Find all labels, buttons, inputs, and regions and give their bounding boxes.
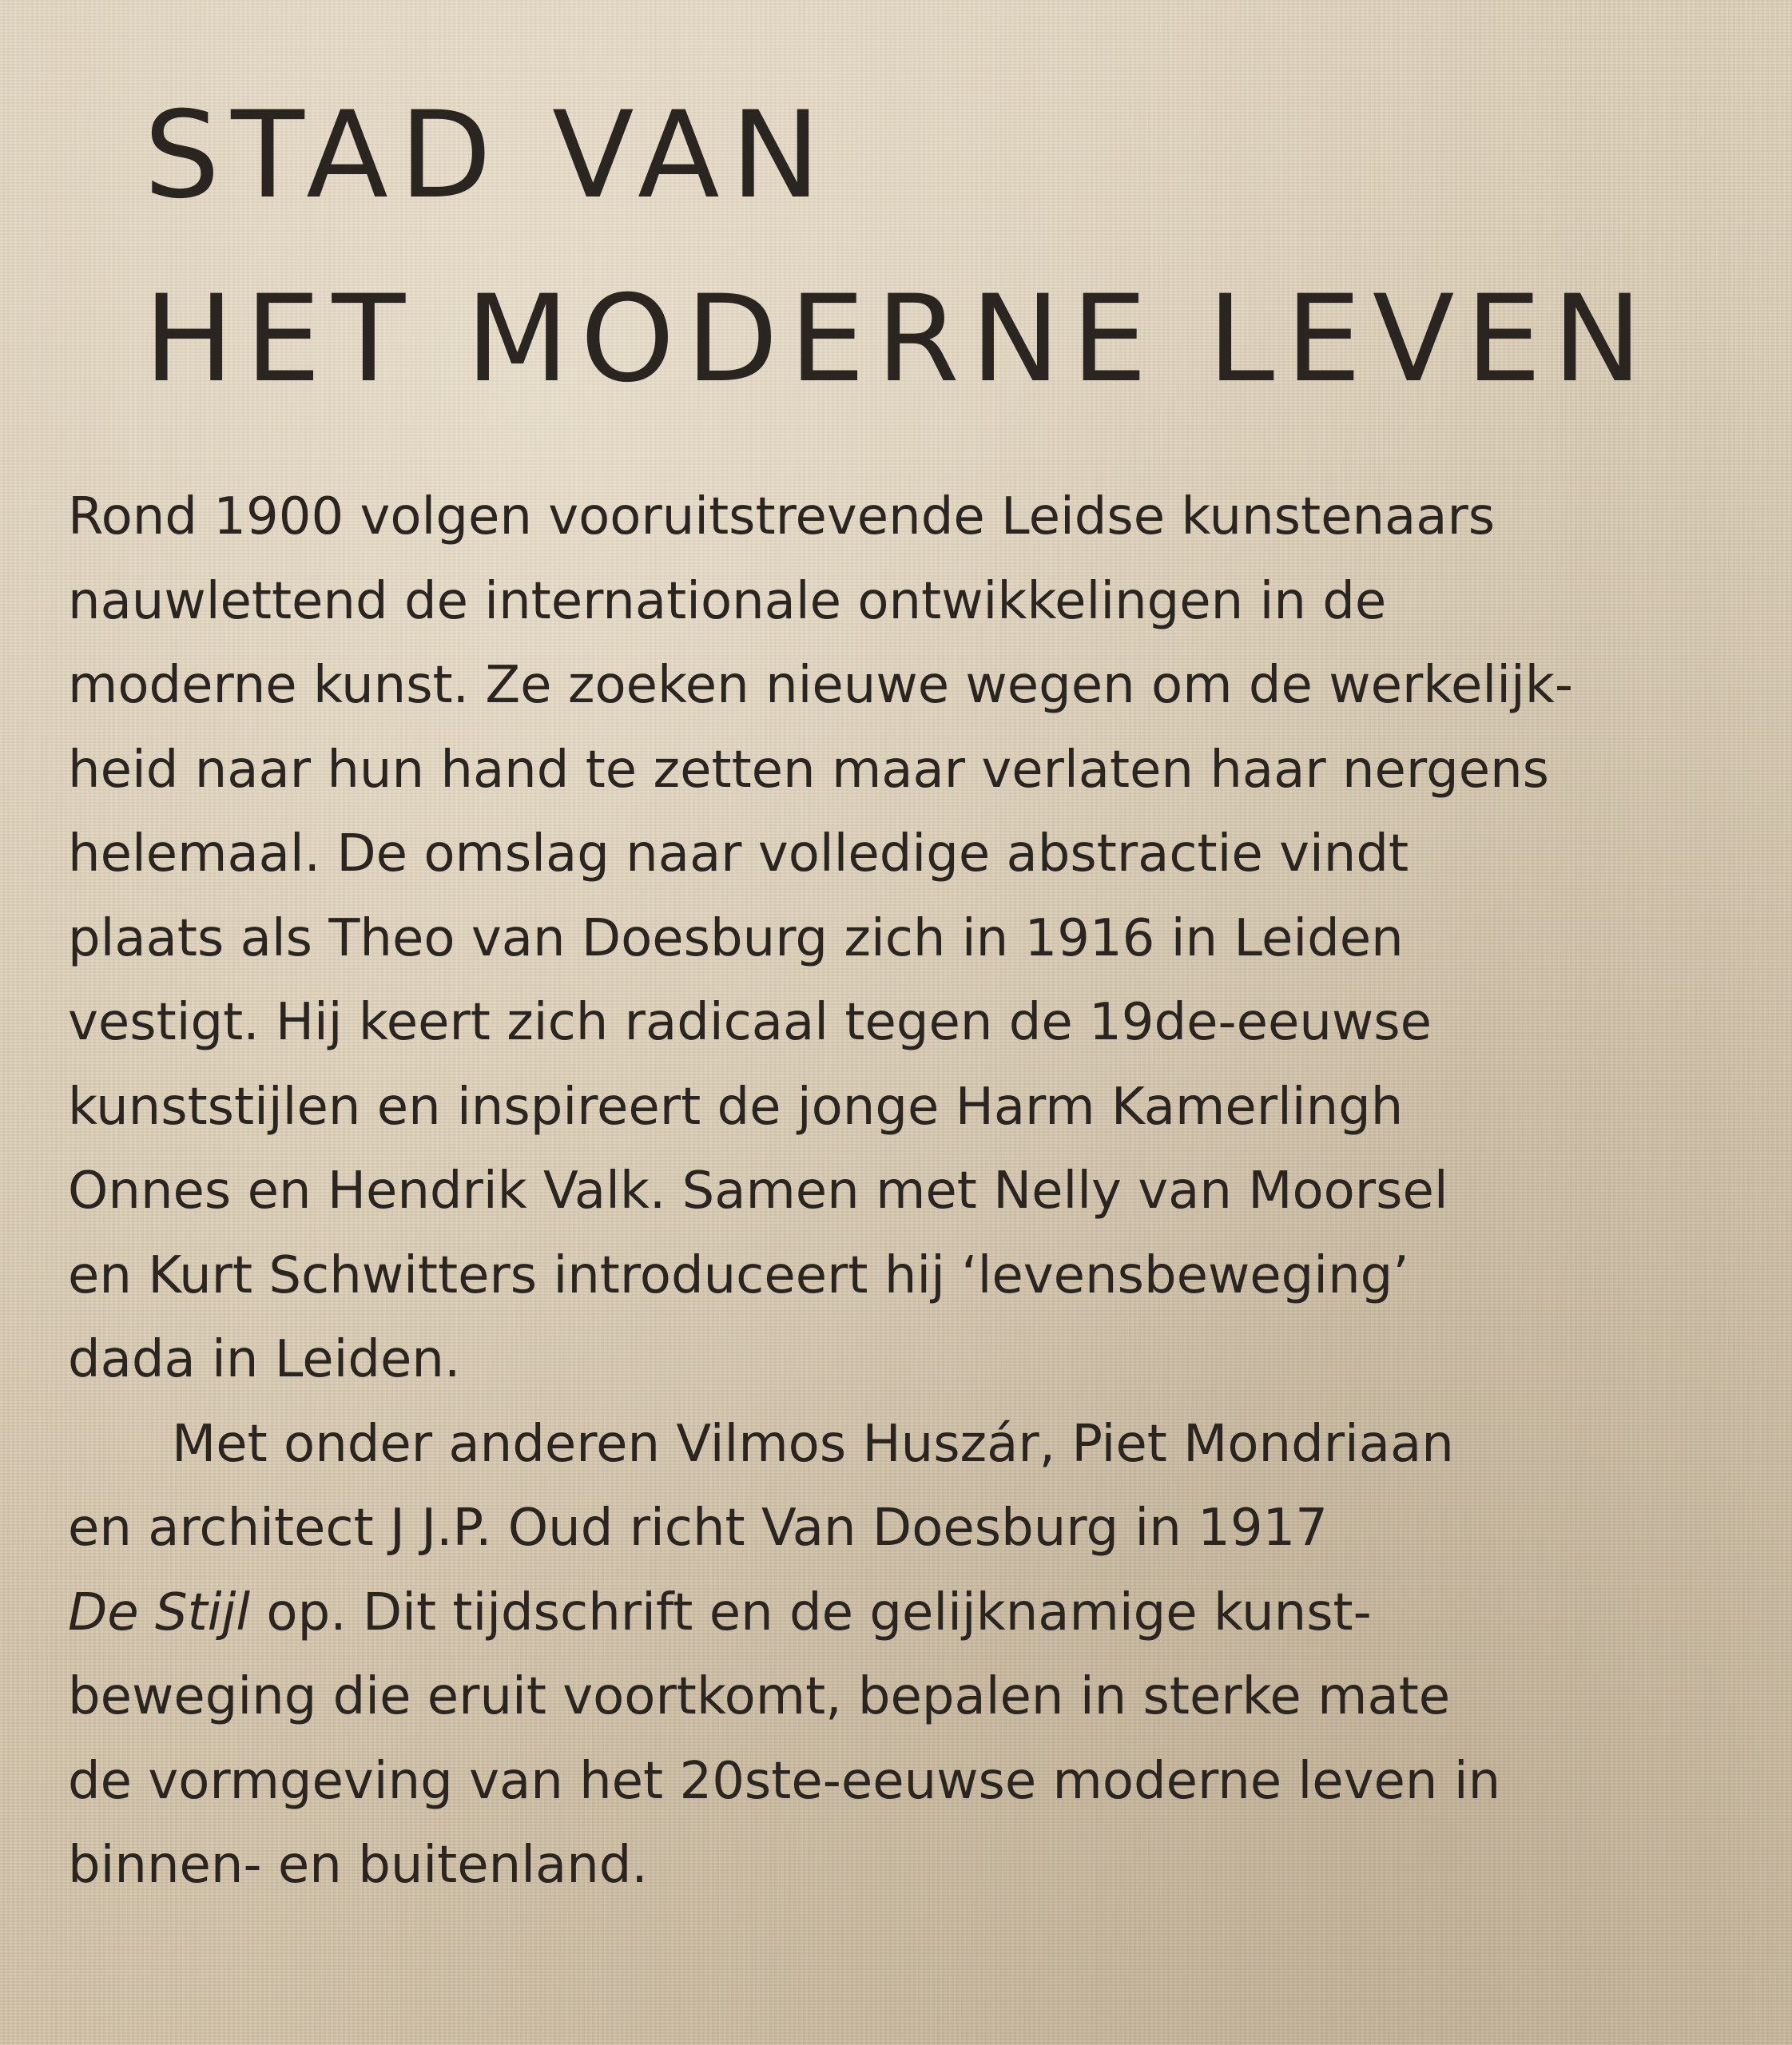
text-line-rest: op. Dit tijdschrift en de gelijknamige kunst- [250, 1582, 1372, 1642]
text-line: nauwlettend de internationale ontwikkelingen in de [68, 571, 1387, 631]
text-line: moderne kunst. Ze zoeken nieuwe wegen om de werkelijk- [68, 656, 1573, 715]
text-line: Rond 1900 volgen vooruitstrevende Leidse kunstenaars [68, 487, 1496, 546]
text-line: beweging die eruit voortkomt, bepalen in sterke mate [68, 1667, 1451, 1726]
text-line: en Kurt Schwitters introduceert hij ‘levensbeweging’ [68, 1245, 1409, 1305]
text-line: en architect J J.P. Oud richt Van Doesburg in 1917 [68, 1499, 1328, 1558]
title-line-2: HET MODERNE LEVEN [144, 270, 1654, 409]
title-line-1: STAD VAN [144, 86, 832, 225]
magazine-title: De Stijl [68, 1582, 251, 1642]
page-title [144, 64, 1653, 431]
text-line: de vormgeving van het 20ste-eeuwse moderne leven in [68, 1751, 1501, 1811]
text-line: Met onder anderen Vilmos Huszár, Piet Mondriaan [172, 1414, 1454, 1474]
text-line: heid naar hun hand te zetten maar verlaten haar nergens [68, 740, 1549, 800]
paragraph-1 [68, 475, 1754, 1403]
text-line: kunststijlen en inspireert de jonge Harm Kamerlingh [68, 1077, 1404, 1137]
body-text [68, 475, 1754, 1908]
text-line: helemaal. De omslag naar volledige abstractie vindt [68, 824, 1409, 884]
paragraph-2 [68, 1403, 1754, 1908]
text-line: binnen- en buitenland. [68, 1836, 648, 1895]
text-line: Onnes en Hendrik Valk. Samen met Nelly van Moorsel [68, 1161, 1448, 1221]
text-line: vestigt. Hij keert zich radicaal tegen de 19de-eeuwse [68, 993, 1432, 1052]
text-line [68, 1571, 1754, 1656]
text-line: dada in Leiden. [68, 1330, 461, 1389]
text-line: plaats als Theo van Doesburg zich in 1916 in Leiden [68, 908, 1404, 968]
